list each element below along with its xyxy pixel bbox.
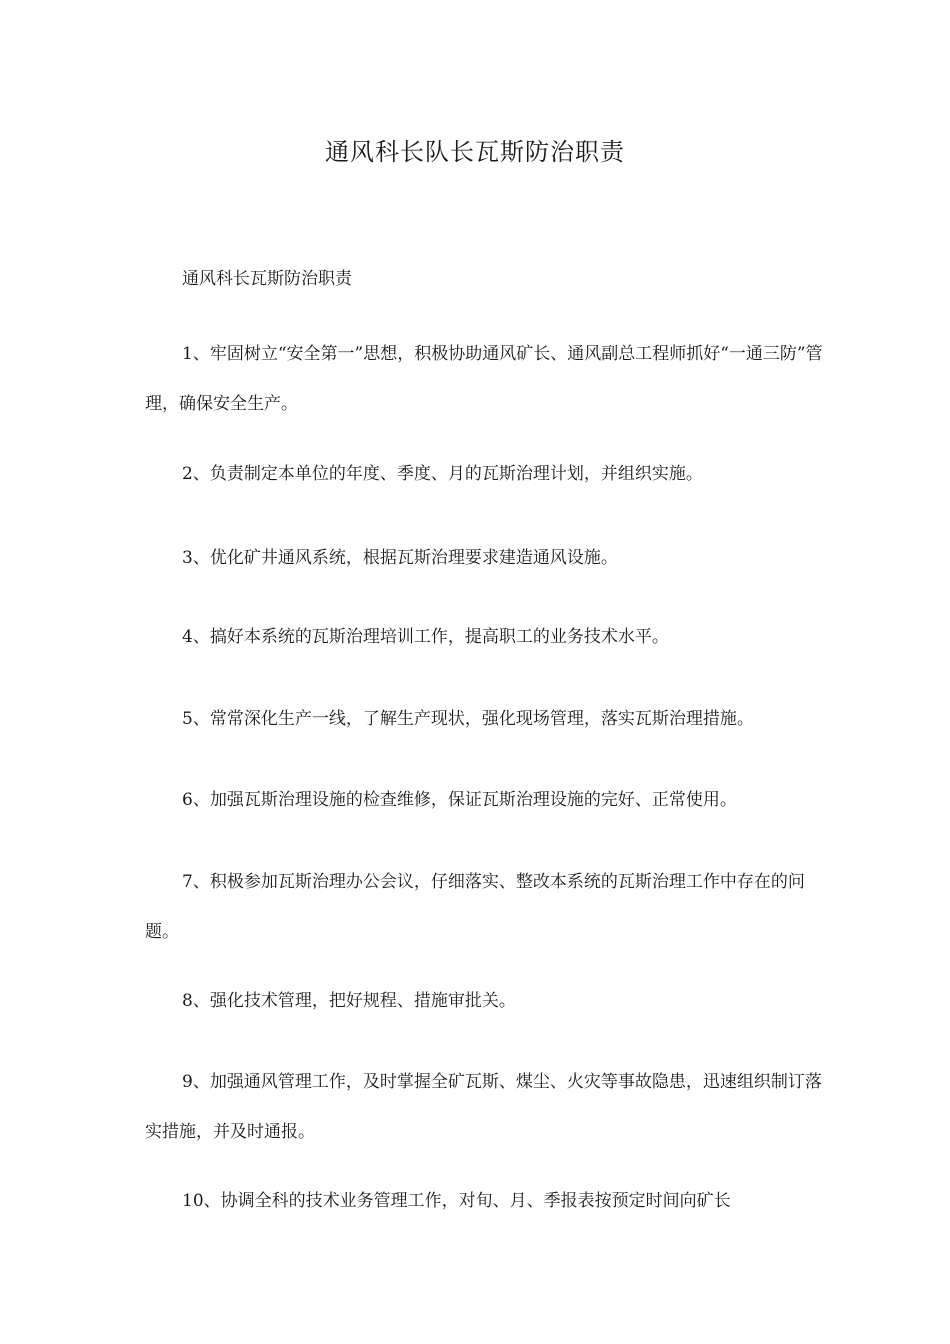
- list-item: 5、常常深化生产一线，了解生产现状，强化现场管理，落实瓦斯治理措施。: [182, 709, 754, 729]
- list-item: 8、强化技术管理，把好规程、措施审批关。: [182, 991, 516, 1011]
- list-item: 10、协调全科的技术业务管理工作，对旬、月、季报表按预定时间向矿长: [182, 1191, 731, 1211]
- document-title: 通风科长队长瓦斯防治职责: [325, 138, 625, 166]
- document-subtitle: 通风科长瓦斯防治职责: [182, 269, 352, 289]
- list-item: 9、加强通风管理工作，及时掌握全矿瓦斯、煤尘、火灾等事故隐患，迅速组织制订落实措施，并及时通报。: [145, 1072, 822, 1142]
- list-item: 3、优化矿井通风系统，根据瓦斯治理要求建造通风设施。: [182, 548, 618, 568]
- list-item: 4、搞好本系统的瓦斯治理培训工作，提高职工的业务技术水平。: [182, 627, 669, 647]
- list-item: 1、牢固树立“安全第一”思想，积极协助通风矿长、通风副总工程师抓好“一通三防”管理，确保安全生产。: [145, 344, 823, 414]
- list-item: 6、加强瓦斯治理设施的检查维修，保证瓦斯治理设施的完好、正常使用。: [182, 790, 737, 810]
- list-item: 7、积极参加瓦斯治理办公会议，仔细落实、整改本系统的瓦斯治理工作中存在的问题。: [145, 872, 805, 942]
- list-item: 2、负责制定本单位的年度、季度、月的瓦斯治理计划，并组织实施。: [182, 464, 703, 484]
